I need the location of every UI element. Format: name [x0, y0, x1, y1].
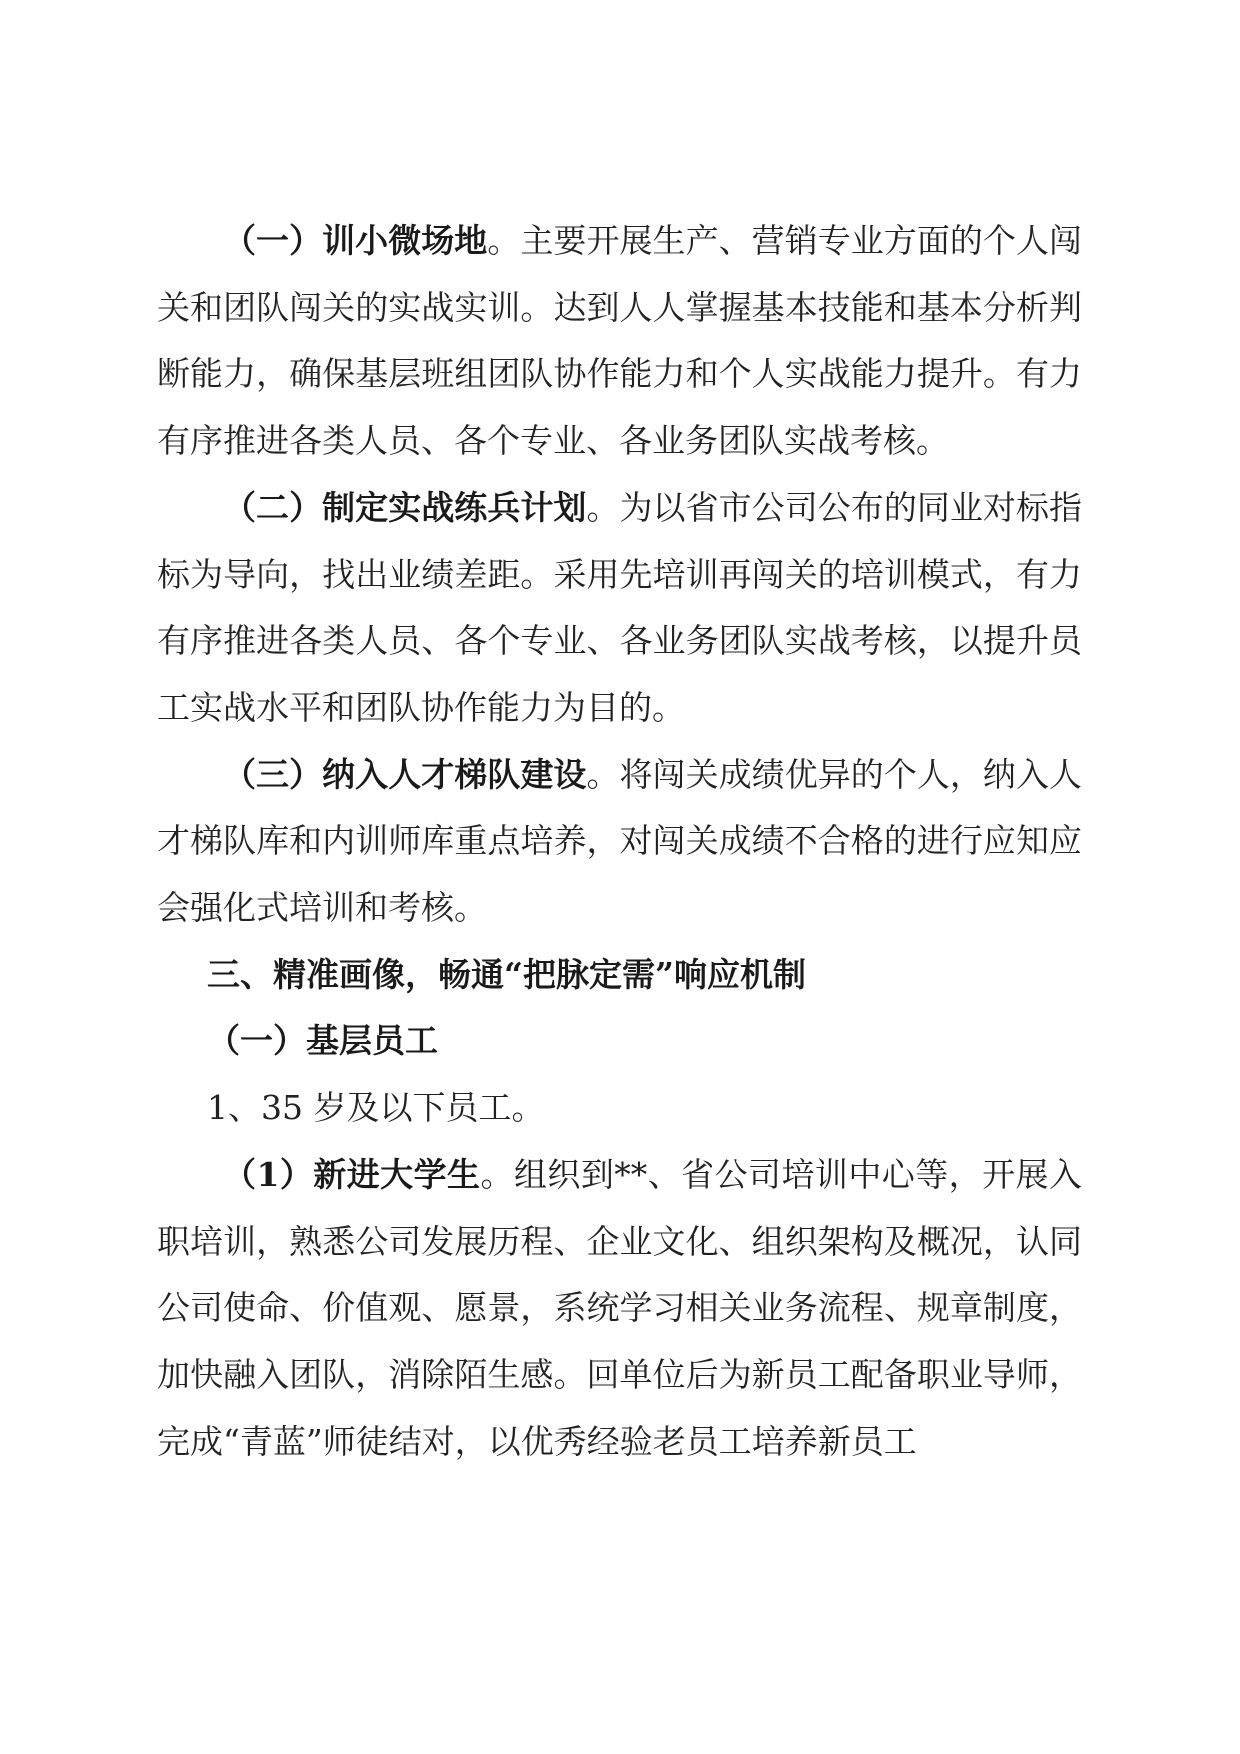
- paragraph-training-venue: [157, 208, 1082, 475]
- section-heading: 三、精准画像，畅通“把脉定需”响应机制: [207, 954, 806, 994]
- subsection-heading: （一）基层员工: [207, 1021, 438, 1061]
- paragraph-text: 。为以省市公司公布的同业对标指标为导向，找出业绩差距。采用先培训再闯关的培训模式，有力有序推进各类人员、各个专业、各业务团队实战考核，以提升员工实战水平和团队协作能力为目的。: [157, 487, 1083, 727]
- paragraph-heading: （二）制定实战练兵计划: [223, 487, 587, 527]
- paragraph-text: 。将闯关成绩优异的个人，纳入人才梯队库和内训师库重点培养，对闯关成绩不合格的进行应知应会强化式培训和考核。: [157, 754, 1083, 928]
- paragraph-text: 。主要开展生产、营销专业方面的个人闯关和团队闯关的实战实训。达到人人掌握基本技能和基本分析判断能力，确保基层班组团队协作能力和个人实战能力提升。有力有序推进各类人员、各个专业、各业务团队实战考核。: [157, 221, 1083, 461]
- item-line: 1、35 岁及以下员工。: [207, 1088, 545, 1128]
- paragraph-new-graduates: [157, 1142, 1082, 1476]
- paragraph-heading: （1）新进大学生: [223, 1154, 481, 1194]
- paragraph-heading: （三）纳入人才梯队建设: [223, 754, 587, 794]
- paragraph-heading: （一）训小微场地: [223, 221, 488, 260]
- paragraph-training-plan: [157, 475, 1082, 742]
- paragraph-talent-pipeline: [157, 742, 1082, 942]
- paragraph-text: 。组织到**、省公司培训中心等，开展入职培训，熟悉公司发展历程、企业文化、组织架构及概况，认同公司使命、价值观、愿景，系统学习相关业务流程、规章制度，加快融入团队，消除陌生感。回单位后为新员工配备职业导师，完成“青蓝”师徒结对，以优秀经验老员工培养新员工: [157, 1154, 1083, 1461]
- document-body: [157, 208, 1082, 1475]
